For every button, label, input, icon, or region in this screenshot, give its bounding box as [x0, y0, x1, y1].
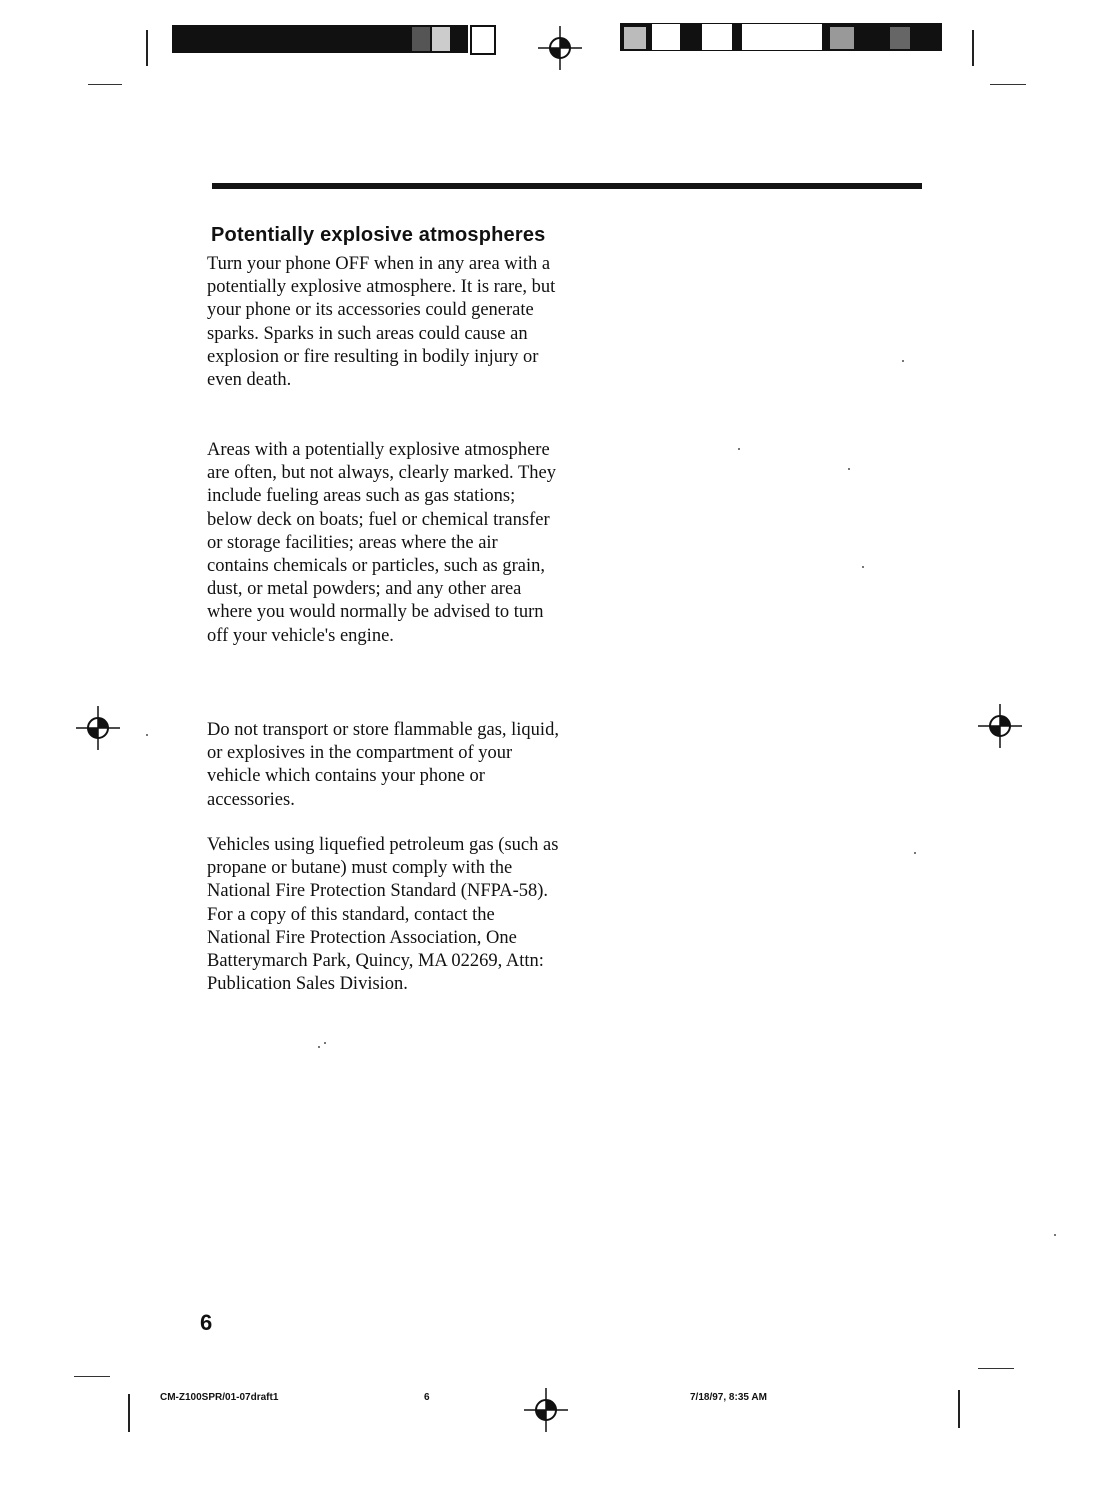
calibration-swatch: [742, 24, 822, 50]
registration-target-icon: [536, 24, 584, 72]
scan-speck: [738, 448, 740, 450]
paragraph-lpg-vehicles: Vehicles using liquefied petroleum gas (such as propane or butane) must comply with the National Fire Protection Standard (NFPA-58). For a copy of this standard, contact the National Fire Protection Association, One Batterymarch Park, Quincy, MA 02269, Attn: Publication Sales Division.: [207, 835, 559, 995]
crop-mark-right-lower: [978, 1368, 1014, 1369]
crop-mark-bottom-right: [958, 1390, 960, 1428]
calibration-swatch: [830, 27, 854, 49]
paragraph-marked-areas: Areas with a potentially explosive atmosphere are often, but not always, clearly marked. They include fueling areas such as gas stations; below deck on boats; fuel or chemical transfer or storage facilities; areas where the air contains chemicals or particles, such as grain, dust, or metal powders; and any other area where you would normally be advised to turn off your vehicle's engine.: [207, 440, 556, 646]
scan-speck: [324, 1042, 326, 1044]
crop-mark-left-lower: [74, 1376, 110, 1377]
calibration-swatch: [624, 27, 646, 49]
scan-speck: [848, 468, 850, 470]
scan-speck: [914, 852, 916, 854]
calibration-swatch: [702, 24, 732, 50]
calibration-swatch: [412, 27, 430, 51]
calibration-swatch: [890, 27, 910, 49]
calibration-swatch: [432, 27, 450, 51]
scan-speck: [902, 360, 904, 362]
registration-target-icon: [976, 702, 1024, 750]
scan-speck: [318, 1046, 320, 1048]
registration-target-icon: [74, 704, 122, 752]
paragraph-flammable-storage: Do not transport or store flammable gas, liquid, or explosives in the compartment of your vehicle which contains your phone or accessories.: [207, 720, 559, 810]
footer-file-name: CM-Z100SPR/01-07draft1: [160, 1392, 279, 1403]
calibration-swatch: [652, 24, 680, 50]
crop-mark-left-upper: [88, 84, 122, 85]
page-number: 6: [200, 1310, 213, 1335]
crop-mark-top-left: [146, 30, 148, 66]
footer-timestamp: 7/18/97, 8:35 AM: [690, 1392, 767, 1403]
scan-speck: [1054, 1234, 1056, 1236]
crop-mark-top-right: [972, 30, 974, 66]
crop-mark-right-upper: [990, 84, 1026, 85]
section-heading: Potentially explosive atmospheres: [211, 224, 546, 246]
section-rule: [212, 183, 922, 189]
crop-mark-bottom-left: [128, 1394, 130, 1432]
footer-page: 6: [424, 1392, 430, 1403]
paragraph-sparks-warning: Turn your phone OFF when in any area with a potentially explosive atmosphere. It is rare, but your phone or its accessories could generate sparks. Sparks in such areas could cause an explosion or fire resulting in bodily injury or even death.: [207, 254, 556, 391]
registration-target-icon: [522, 1386, 570, 1434]
calibration-swatch: [470, 25, 496, 55]
scan-speck: [146, 734, 148, 736]
scan-speck: [862, 566, 864, 568]
